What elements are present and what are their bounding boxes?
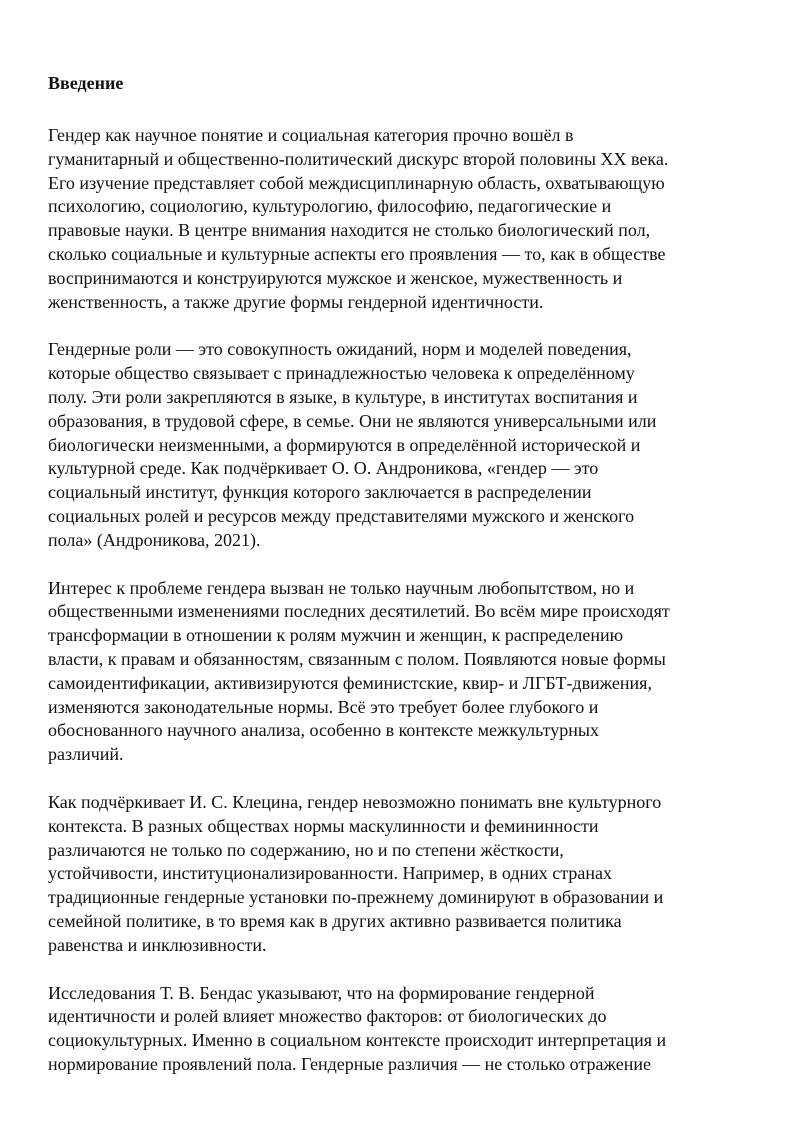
paragraph-4: Как подчёркивает И. С. Клецина, гендер невозможно понимать вне культурного контекста. В разных обществах нормы маскулинности и фемининности различаются не только по содержанию, но и по степени жёсткости, устойчивости, институционализированности. Например, в одних странах традиционные гендерные установки по-прежнему доминируют в образовании и семейной политике, в то время как в других активно развивается политика равенства и инклюзивности. — [48, 791, 664, 955]
paragraph-5: Исследования Т. В. Бендас указывают, что на формирование гендерной идентичности и ролей влияет множество факторов: от биологических до социокультурных. Именно в социальном контексте происходит интерпретация и нормирование проявлений пола. Гендерные различия — не столько отражение — [48, 982, 667, 1074]
paragraph-3: Интерес к проблеме гендера вызван не только научным любопытством, но и общественными изменениями последних десятилетий. Во всём мире происходят трансформации в отношении к ролям мужчин и женщин, к распределению власти, к правам и обязанностям, связанным с полом. Появляются новые формы самоидентификации, активизируются феминистские, квир- и ЛГБТ-движения, изменяются законодательные нормы. Всё это требует более глубокого и обоснованного научного анализа, особенно в контексте межкультурных различий. — [48, 577, 670, 765]
paragraph-1: Гендер как научное понятие и социальная категория прочно вошёл в гуманитарный и общественно-политический дискурс второй половины XX века. Его изучение представляет собой междисциплинарную область, охватывающую психологию, социологию, культурологию, философию, педагогические и правовые науки. В центре внимания находится не столько биологический пол, сколько социальные и культурные аспекты его проявления — то, как в обществе воспринимаются и конструируются мужское и женское, мужественность и женственность, а также другие формы гендерной идентичности. — [48, 125, 669, 312]
section-heading: Введение — [48, 73, 124, 93]
paragraph-2: Гендерные роли — это совокупность ожиданий, норм и моделей поведения, которые общество связывает с принадлежностью человека к определённому полу. Эти роли закрепляются в языке, в культуре, в институтах воспитания и образования, в трудовой сфере, в семье. Они не являются универсальными или биологически неизменными, а формируются в определённой исторической и культурной среде. Как подчёркивает О. О. Андроникова, «гендер — это социальный институт, функция которого заключается в распределении социальных ролей и ресурсов между представителями мужского и женского пола» (Андроникова, 2021). — [48, 339, 657, 550]
